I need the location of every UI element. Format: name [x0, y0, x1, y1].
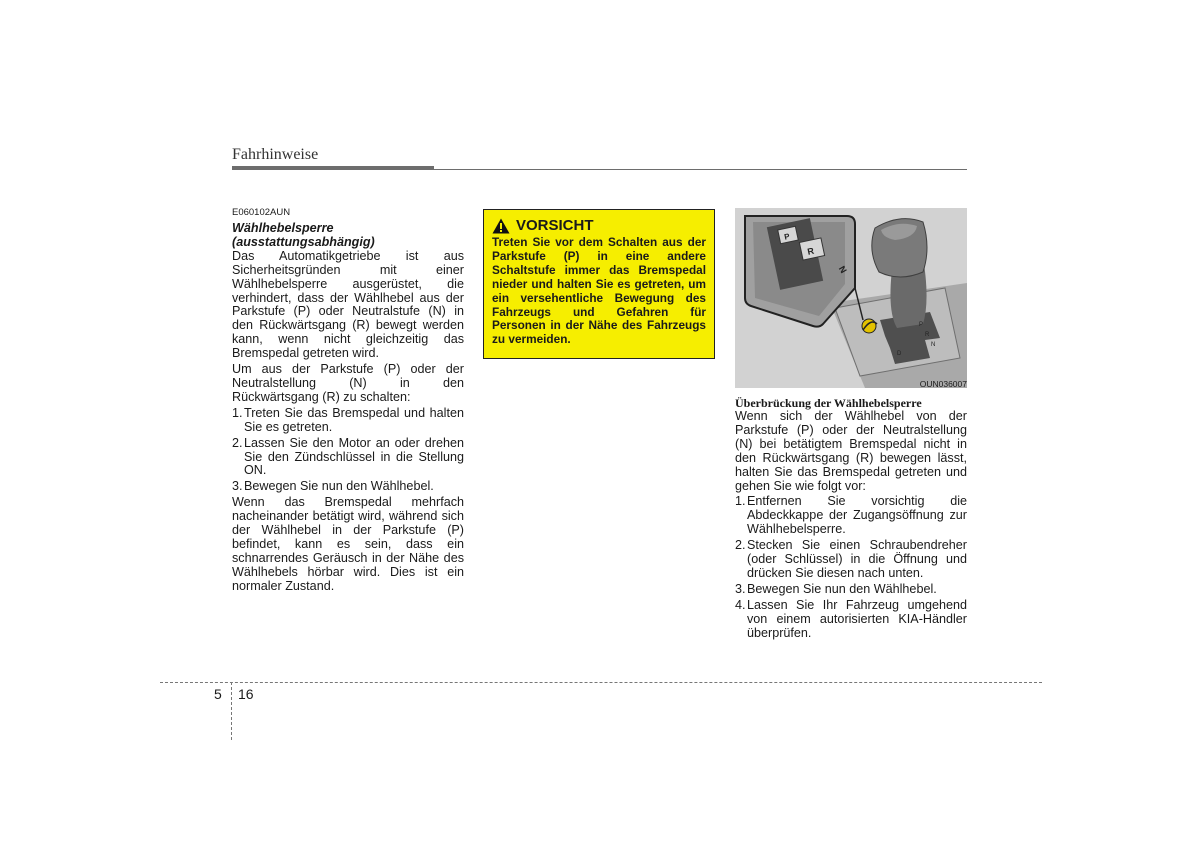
list-item	[735, 495, 967, 537]
gate-label-p: P	[919, 322, 924, 328]
left-column	[232, 207, 464, 594]
intro-paragraph: Das Automatikgetriebe ist aus Sicherheitsgründen mit einer Wählhebelsperre ausgerüstet, die verhindert, dass der Wählhebel aus der Parkstufe (P) oder Neutralstufe (N) in den Rückwärtsgang (R) bewegt werden kann, wenn nicht gleichzeitig das Bremspedal getreten wird.	[232, 248, 464, 361]
warning-text: Treten Sie vor dem Schalten aus der Parkstufe (P) in eine andere Schaltstufe immer das Bremspedal nieder und halten Sie es getreten, um ein versehentliche Bewegung des Fahrzeugs und Gefahren für Personen in der Nähe des Fahrzeugs zu vermeiden.	[492, 235, 706, 347]
section-code: E060102AUN	[232, 207, 291, 218]
warning-title: VORSICHT	[516, 217, 594, 234]
procedure-intro: Um aus der Parkstufe (P) oder der Neutralstellung (N) in den Rückwärtsgang (R) zu schalten:	[232, 362, 464, 404]
list-item	[735, 599, 967, 641]
gear-shift-illustration	[735, 208, 967, 388]
list-item-number: 3.	[232, 479, 243, 494]
footer-divider	[160, 682, 1042, 683]
inset-label-p: P	[783, 231, 791, 242]
warning-box	[483, 209, 715, 359]
override-title: Überbrückung der Wählhebelsperre	[735, 396, 922, 410]
list-item	[232, 407, 464, 435]
list-item-text: Lassen Sie den Motor an oder drehen Sie den Zündschlüssel in die Stellung ON.	[244, 435, 464, 478]
list-item	[735, 539, 967, 581]
list-item-number: 1.	[735, 494, 746, 509]
chapter-number: 5	[214, 686, 222, 702]
header-rule-thin	[434, 169, 967, 170]
list-item-text: Treten Sie das Bremspedal und halten Sie es getreten.	[244, 405, 464, 434]
figure-caption: OUN036007	[919, 379, 967, 389]
inset-label-r: R	[806, 245, 815, 257]
header-rule-thick	[232, 166, 434, 170]
override-intro: Wenn sich der Wählhebel von der Parkstufe (P) oder der Neutralstellung (N) bei betätigtem Bremspedal nicht in den Rückwärtsgang (R) bewegen lässt, halten Sie das Bremspedal getreten und gehen Sie wie folgt vor:	[735, 409, 967, 493]
list-item-text: Bewegen Sie nun den Wählhebel.	[244, 479, 434, 494]
list-item-number: 4.	[735, 597, 746, 612]
list-item	[735, 583, 967, 597]
list-item-number: 3.	[735, 581, 746, 596]
list-item-text: Lassen Sie Ihr Fahrzeug umgehend von einem autorisierten KIA-Händler überprüfen.	[747, 597, 967, 640]
list-item-text: Bewegen Sie nun den Wählhebel.	[747, 581, 937, 596]
gate-label-n: N	[931, 342, 936, 348]
footer-divider-vertical	[231, 682, 232, 740]
section-subtitle: (ausstattungsabhängig)	[232, 234, 375, 249]
note-paragraph: Wenn das Bremspedal mehrfach nacheinander betätigt wird, während sich der Wählhebel in der Parkstufe (P) befindet, kann es sein, dass ein schnarrendes Geräusch in der Nähe des Wählhebels hörbar wird. Dies ist ein normaler Zustand.	[232, 495, 464, 593]
list-item-number: 1.	[232, 405, 243, 420]
page-title: Fahrhinweise	[232, 146, 319, 163]
list-item-text: Stecken Sie einen Schraubendreher (oder Schlüssel) in die Öffnung und drücken Sie diesen nach unten.	[747, 538, 967, 580]
list-item-text: Entfernen Sie vorsichtig die Abdeckkappe der Zugangsöffnung zur Wählhebelsperre.	[747, 494, 967, 537]
gate-label-d: D	[897, 351, 902, 357]
list-item-number: 2.	[232, 435, 243, 450]
gate-label-r: R	[925, 332, 930, 338]
page-number: 16	[238, 686, 254, 702]
right-column	[735, 396, 967, 641]
list-item	[232, 480, 464, 494]
list-item-number: 2.	[735, 538, 746, 553]
warning-header	[492, 218, 706, 234]
section-title: Wählhebelsperre	[232, 221, 334, 235]
list-item	[232, 437, 464, 479]
warning-triangle-icon	[492, 218, 510, 234]
inset-label-n: N	[836, 264, 849, 275]
